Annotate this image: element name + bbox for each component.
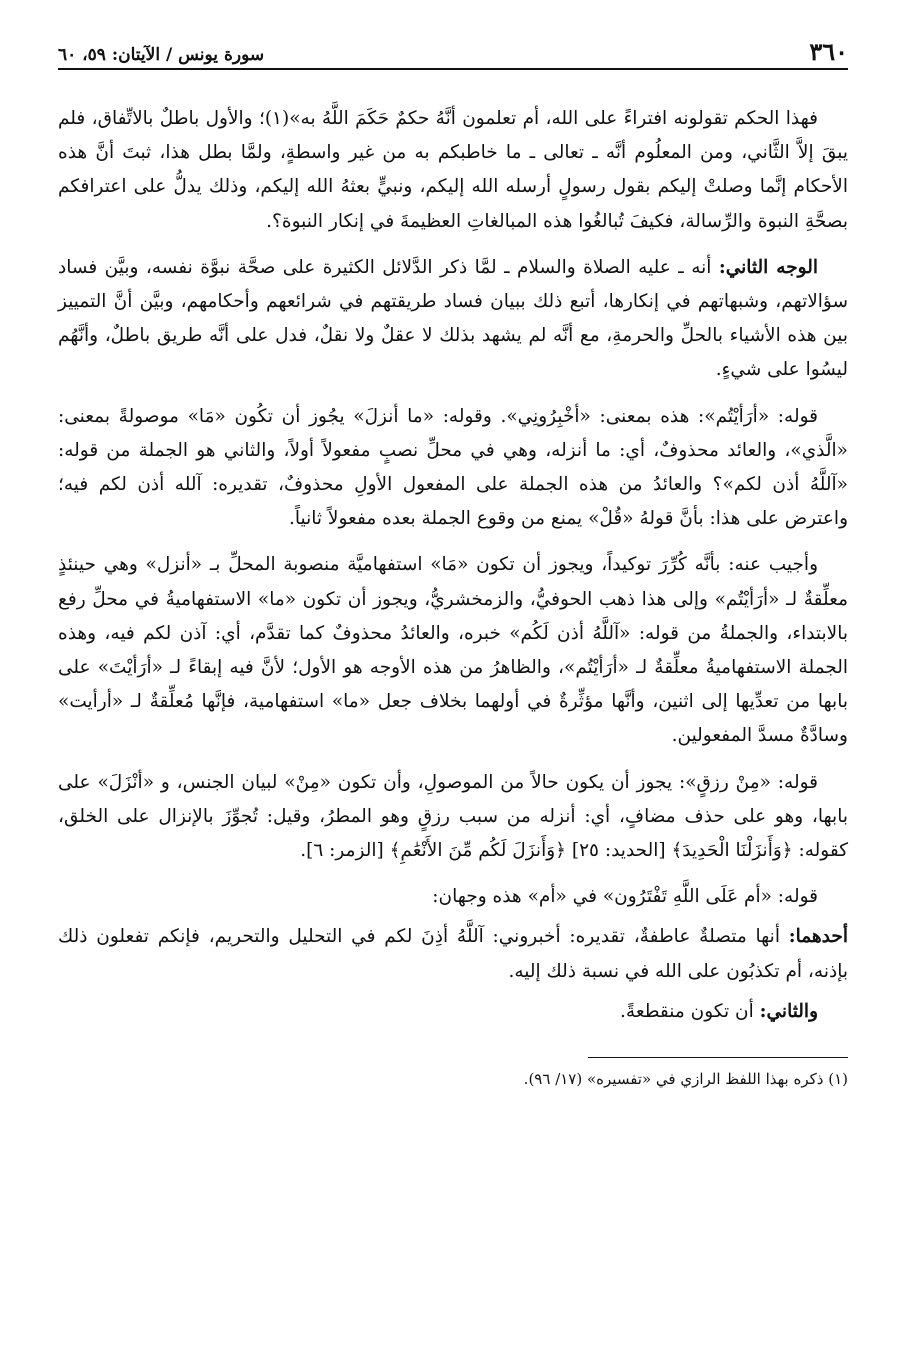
paragraph-text: أنها متصلةٌ عاطفةٌ، تقديره: أخبروني: آللَّهُ أذِنَ لكم في التحليل والتحريم، فإنكم تفعلون ذلك بإذنه، أم تكذبُون على الله في نسبة ذلك إليه. — [58, 926, 848, 982]
paragraph-text: فهذا الحكم تقولونه افتراءً على الله، أم تعلمون أنَّهُ حكمٌ حَكَمَ اللَّهُ به»(١)؛ والأول باطلٌ بالاتِّفاق، فلم يبقَ إلاَّ الثَّاني، ومن المعلُوم أنَّه ـ تعالى ـ ما خاطبكم به من غير واسطةٍ، ولمَّا بطل هذا، ثبتَ أنَّ هذه الأحكام إنَّما وصلتْ إليكم بقول رسولٍ أرسله الله إليكم، ونبيٍّ بعثهُ الله إليكم، وذلك يدلُّ على اعترافكم بصحَّةِ النبوة والرِّسالة، فكيفَ تُبالغُوا هذه المبالغاتِ العظيمةَ في إنكار النبوة؟. — [58, 108, 848, 232]
paragraph-1 — [58, 102, 848, 239]
paragraph-lead: الوجه الثاني: — [718, 256, 818, 278]
paragraph-text: قوله: «أم عَلَى اللَّهِ تَفْتَرُون» في «أم» هذه وجهان: — [432, 886, 818, 908]
footnote: (١) ذكره بهذا اللفظ الرازي في «تفسيره» (١٧/ ٩٦). — [523, 1070, 848, 1089]
paragraph-7 — [58, 920, 848, 988]
paragraph-3 — [58, 400, 848, 537]
paragraph-text: قوله: «مِنْ رزقٍ»: يجوز أن يكون حالاً من الموصولِ، وأن تكون «مِنْ» لبيان الجنس، و «أنْزَلَ» على بابها، وهو على حذف مضافٍ، أي: أنزله من سبب رزقٍ وهو المطرُ، وقيل: تُجوِّزَ بالإنزال على الخلق، كقوله: ﴿وَأَنزَلْنَا الْحَدِيدَ﴾ [الحديد: ٢٥] ﴿وَأَنزَلَ لَكُم مِّنَ الأَنْعَٰمِ﴾ [الزمر: ٦]. — [58, 771, 848, 862]
footnote-divider — [588, 1057, 848, 1058]
paragraph-6 — [58, 880, 848, 914]
paragraph-8 — [58, 995, 848, 1029]
paragraph-text: قوله: «أرَأيْتُم»: هذه بمعنى: «أخْبِرُونِي». وقوله: «ما أنزلَ» يجُوز أن تكُون «مَا» موصولةً بمعنى: «الَّذي»، والعائد محذوفٌ، أي: ما أنزله، وهي في محلِّ نصبٍ مفعولاً أولاً، والثاني هو الجملة من قوله: «آللَّهُ أذن لكم»؟ والعائدُ من هذه الجملة على المفعول الأولِ محذوفٌ، تقديره: آلله أذن لكم فيه؛ واعترض على هذا: بأنَّ قولهُ «قُلْ» يمنع من وقوع الجملة بعده مفعولاً ثانياً. — [58, 405, 848, 530]
paragraph-4 — [58, 548, 848, 753]
paragraph-2 — [58, 251, 848, 388]
paragraph-5 — [58, 766, 848, 869]
book-page — [58, 30, 848, 1092]
paragraph-text: أنه ـ عليه الصلاة والسلام ـ لمَّا ذكر الدَّلائل الكثيرة على صحَّة نبوَّة نفسه، وبيَّن فساد سؤالاتهم، وشبهاتهم في إنكارها، أتبع ذلك ببيان فساد طريقتهم في شرائعهم وأحكامهم، وبيَّن أنَّ التمييز بين هذه الأشياء بالحلِّ والحرمةِ، مع أنَّه لم يشهد بذلك لا عقلٌ ولا نقلٌ، فدل على أنَّه طريق باطلٌ، وأنَّهُم ليسُوا على شيءٍ. — [58, 256, 848, 381]
paragraph-lead: والثاني: — [759, 1000, 818, 1022]
page-number: ٣٦٠ — [809, 37, 848, 66]
paragraph-lead: أحدهما: — [788, 926, 848, 948]
paragraph-text: أن تكون منقطعةً. — [620, 1000, 754, 1022]
paragraph-text: وأجيب عنه: بأنَّه كُرِّرَ توكيداً، ويجوز أن تكون «مَا» استفهاميَّة منصوبة المحلِّ بـ «أنزل» وهي حينئذٍ معلِّقةٌ لـ «أرَأيْتُم» وإلى هذا ذهب الحوفيُّ، والزمخشريُّ، ويجوز أن تكون «ما» الاستفهاميةُ في محلِّ رفع بالابتداء، والجملةُ من قوله: «آللَّهُ أذن لَكُم» خبره، والعائدُ محذوفٌ كما تقدَّم، أي: آذن لكم فيه، وهذه الجملة الاستفهاميةُ معلِّقةٌ لـ «أرَأيْتُم»، والظاهرُ من هذه الأوجه هو الأول؛ لأنَّ فيه إبقاءً لـ «أرَأيْتَ» على بابها من تعدِّيها إلى اثنين، وأنَّها مؤثِّرةٌ في أولهما بخلاف جعل «ما» استفهامية، فإنَّها مُعلِّقةٌ لـ «أرأيت» وسادَّةٌ مسدَّ المفعولين. — [58, 554, 848, 747]
page-header — [58, 30, 848, 70]
running-title: سورة يونس / الآيتان: ٥٩، ٦٠ — [58, 45, 265, 65]
